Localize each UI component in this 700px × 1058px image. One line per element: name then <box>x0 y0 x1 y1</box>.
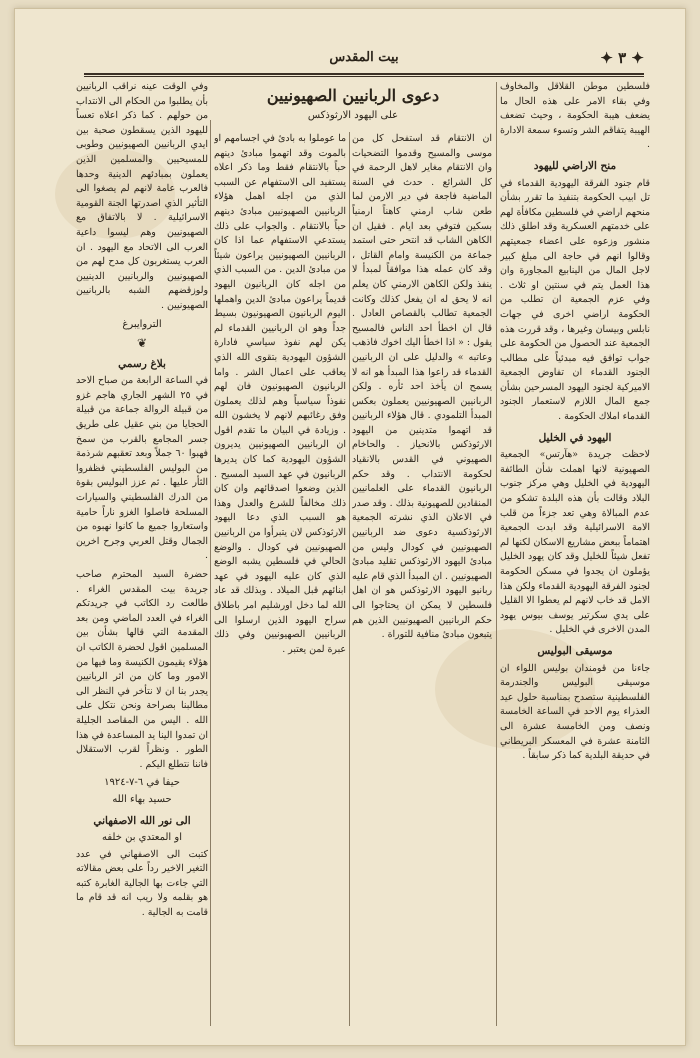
letter-body: حضرة السيد المحترم صاحب جريدة بيت المقدس الغراء . طالعت رد الكاتب في جريدتكم الغراء في العدد الماضي ومن بعد المقدمة التي قالها بشأن بين المسلمين اقول لحضرة الكاتب ان هؤلاء يقيمون الكنيسة وما فيها من الامور وما كان من اثر الربانيين يجدر بنا ان لا نتأخر في النظر الى مطالبنا بصراحة ونحن نتكل على الله . اليس من المقاصد الجليلة ان تمدوا الينا يد المساعدة في هذا الطور . ونظراً لقرب الاستقلال فاننا نتطلع اليكم . <box>76 569 208 770</box>
article-official-notice: في الساعة الرابعة من صباح الاحد في ٢٥ الشهر الجاري هاجم غزو من قبيلة الروالة جماعة من قبيلة الحجايا من بني عقيل على طريق جسر المجامع بالقرب من سمخ فهبوا ٦٠ جملاً وبعد تعقبهم شرذمة من البوليس الفلسطيني فظفروا الثأر عليها . ثم عزز البوليس بقوة من الدرك الفلسطيني والسيارات المسلحة فاصلوا الغزو ناراً حامية واستعاروا جميع ما كانوا نهبوه من الجمال وقتل العربي وجرح اخرين . <box>76 375 208 562</box>
column-divider <box>496 82 497 1026</box>
main-article-title: دعوى الربانيين الصهيونيين <box>266 86 440 105</box>
heading-hebron: اليهود في الخليل <box>538 431 612 444</box>
main-article-body-part2: ما عوملوا به بادئ في اجسامهم او بالموت وقد اتهموا مبادئ دينهم حباً بالانتقام فقط وما ذكر اعلاه يستفيد الى الاستفهام عن السبب الذي من اجله اهمل هؤلاء الربانيين الصهيونيين مبادئ دينهم حباً بالانتقام . والجواب على ذلك يستدعي الاستفهام عما اذا كان الربانيين الصهيونيين يراعون شيئاً من مبادئ الدين . من السبب الذي من اجله كان الربانيون اليهود قديماً يراعون مبادئ الدين واهملها اليوم الربانيون الصهيونيون بسيط جداً وهو ان الربانيين القدماء لم يكن لهم نفوذ سياسي فادارة الشؤون اليهودية بتقوى الله الذي يعاقب على اعمال الشر . واما الربانيون الصهيونيون فان لهم نفوذاً سياسياً وهم لذلك يعملون وفق رغائبهم لانهم لا يخشون الله . وزيادة في البيان ما تقدم اقول ان الربانيين الصهيونيين يديرون الشؤون اليهودية كما كان يديرها الربانيون في عهد السيد المسيح . الذين وضعوا اصدقائهم وان كان ذلك مخالفاً للشرع والعدل وهذا هو السبب الذي دعا اليهود الارثوذكس لان يتبرأوا من الربانيين الصهيونيين في كودال . والوضع الحالي في فلسطين يشبه الوضع الذي كان عليه اليهود في عهد ابنائهم قبل الميلاد . وبذلك قد عاد الله لما دخل اورشليم امر باطلاق سراح اليهود الذين ارسلوا الى الربانيين الصهيونيين وفي ذلك عبرة لمن يعتبر . <box>214 133 346 655</box>
letter-addressee: الى نور الله الاصفهاني <box>93 814 191 827</box>
masthead <box>84 49 644 71</box>
article-land-grant: قام جنود الفرقة اليهودية القدماء في تل ابيب الحكومة بتنفيذ ما تقرر بشأن منحهم اراضي في فلسطين مكافأة لهم على خدمتهم العسكرية وقد اطلق ذلك منشور وزعوه على اعضاء جمعيتهم وقالوا انهم في حاجة الى مبلغ كبير لاجل المال من الينابيع المجاورة وان هذا العمل يتم في سنتين او ثلاث . وفي عزم الجمعية ان تطلب من الحكومة اراضي اخرى في جهات نابلس وبيسان وغيرها ، وقد قررت هذه الجمعية عند الحصول من الحكومة على جواب توافق فيه مبدئياً على مطالب الجنود القدماء ان تفاوض الجمعية الاميركية لجنود اليهود المسرحين بشأن جمع المال اللازم لاستعمار الجنود القدماء املاك الحكومة . <box>500 177 650 423</box>
header-rule <box>84 73 644 75</box>
header-rule-thin <box>84 76 644 77</box>
running-title: بيت المقدس <box>329 50 399 65</box>
column-1 <box>500 80 650 1032</box>
heading-official-notice: بلاغ رسمي <box>118 357 166 370</box>
letter-reply-body: كتبت الى الاصفهاني في عدد التغير الاخير رداً على بعض مقالاته التي جاءت بها الجالية الغابرة كتبه هو بقلمه ولا ريب انه قد قام ما قامت به الجالية . <box>76 848 208 919</box>
column-4 <box>76 80 208 1032</box>
main-article-subtitle: على اليهود الارثوذكس <box>307 110 399 121</box>
column-3 <box>214 132 346 1032</box>
letter-date: حيفا في ٦-٧-١٩٢٤ <box>104 777 180 789</box>
heading-land-grant: منح الاراضي لليهود <box>533 159 617 172</box>
main-article-body-part1: ان الانتقام قد استفحل كل من موسى والمسيح وقدموا التضحيات وان الانتقام مغاير لاهل الرحمة في كل الشرائع . حدث في السنة الماضية فاجعة في دير الارمن لما طعن شاب ارمني كاهناً ارمنياً بسكين فتوفي بعد ايام . فقيل ان الكاهن الشاب قد انتحر حتى استمد جماعة من الكنيسة وامام القاتل ، وقد كان عمله هذا موافقاً لمبدأ لا ينفذ ولكن الكاهن الارمني كان يعلم انه لا يحق له ان يفعل كذلك وكانت الجمعية تطالب بالقصاص العادل . قال ان اخطأ احد الناس فالمسيح يقول : « اذا اخطأ اليك اخوك فاذهب وعاتبه » والدليل على ان الربانيين القدماء قد راعوا هذا المبدأ هو انه لا يسمح ان يأخذ احد ثأره . ولكن الربانيين الصهيونيين يعملون بعكس المبدأ التلمودي . قال هؤلاء الربانيين قد اتهموا متدينين من اليهود الارثوذكس بالانحياز . والحاخام الصهيوني في القدس بالانقياد لحكومة الانتداب . وقد حكم الربانيون القدماء على العلمانيين المنقادين للصهيونية بذلك . وقد صدر في الاعلان الذي نشرته الجمعية الارثوذكسية دعوى ضد الربانيين الصهيونيين في كودال وليس من مبادئ اليهود الارثوذكس تقليد مبادئ الصهيونيين . ان المبدأ الذي قام عليه ربانيو اليهود الارثوذكس هو ان اهل فلسطين لا يمكن ان يحتاجوا الى حكم الربانيين الصهيونيين الذين هم يتبعون مبادئ منافية للتوراة . <box>352 133 492 641</box>
article-hebron: لاحظت جريدة «هآرتس» الجمعية الصهيونية لانها اهملت شأن الطائفة اليهودية في الخليل وهي مركز جنوب البلاد وقالت بأن هذه البلدة تشكو من عدم المبالاة وهي تعد جزءاً من قلب الامة الاسرائيلية وقد ابدت الجمعية اهتماماً ببعض مشاريع الاسكان لكنها لم تفعل شيئاً للخليل وقد كان يهود الخليل يؤملون ان يجدوا في مسكن الحكومة لجنود الفرقة اليهودية القدماء ولكن هذا الامل قد خاب لانهم لم يعطوا الا القليل على يدي سكرتير يوسف بيوس يهود المدن الاخرى في الخليل . <box>500 449 650 636</box>
ornament-divider: ❦ <box>136 336 148 351</box>
heading-police-music: موسيقى البوليس <box>537 644 613 657</box>
letter-sender-label: حسيد بهاء الله <box>112 793 172 805</box>
letter-addressee-note: او المعتدي بن خلفه <box>102 832 182 844</box>
article-police-music: جاءنا من قومندان بوليس اللواء ان موسيقى البوليس والجندرمة الفلسطينية ستصدح بمناسبة حلول عيد العذراء يوم الاحد في الساعة الخامسة ونصف ومن الخامسة عشرة الى الثامنة عشرة في المعسكر البريطاني في حديقة البلدية كما ذكر سابقاً . <box>500 662 650 762</box>
column-divider <box>210 120 211 1026</box>
column-divider <box>349 132 350 1026</box>
main-article-body-part3: وفي الوقت عينه نراقب الربانيين بأن يطلبوا من الحكام الى الانتداب من حولهم . كما ذكر اعلاه تعساً لليهود الذين يسقطون صحبة بين ايدي الربانيين الصهيونيين وطوبى للمسيحيين والمسلمين الذين يعملون بمبادئهم الدينية وحدها فالعرب عامة لانهم لم يصغوا الى التأثير الذي اصدرتها الجنة القومية الاسرائيلية . لا بالاتفاق مع الصهيونيين وهم ليسوا داعية العرب الى الاتحاد مع اليهود . ان العرب يستغربون كل مدح لهم من الصهيونيين والربانيين الدينيين ولوزقضهم الشبه بالربانيين الصهيونيين . <box>76 81 208 311</box>
column1-intro: فلسطين موطن القلاقل والمخاوف وفي بقاء الامر على هذه الحال ما يضعف هيبة الحكومة ، وحيث تضعف الهيبة يتفاقم الشر وتسوء سمعة الادارة . <box>500 81 650 151</box>
column-2 <box>352 132 492 1032</box>
page-number: ✦ ٣ ✦ <box>600 49 644 67</box>
article-signature: التروايبرغ <box>122 318 162 330</box>
